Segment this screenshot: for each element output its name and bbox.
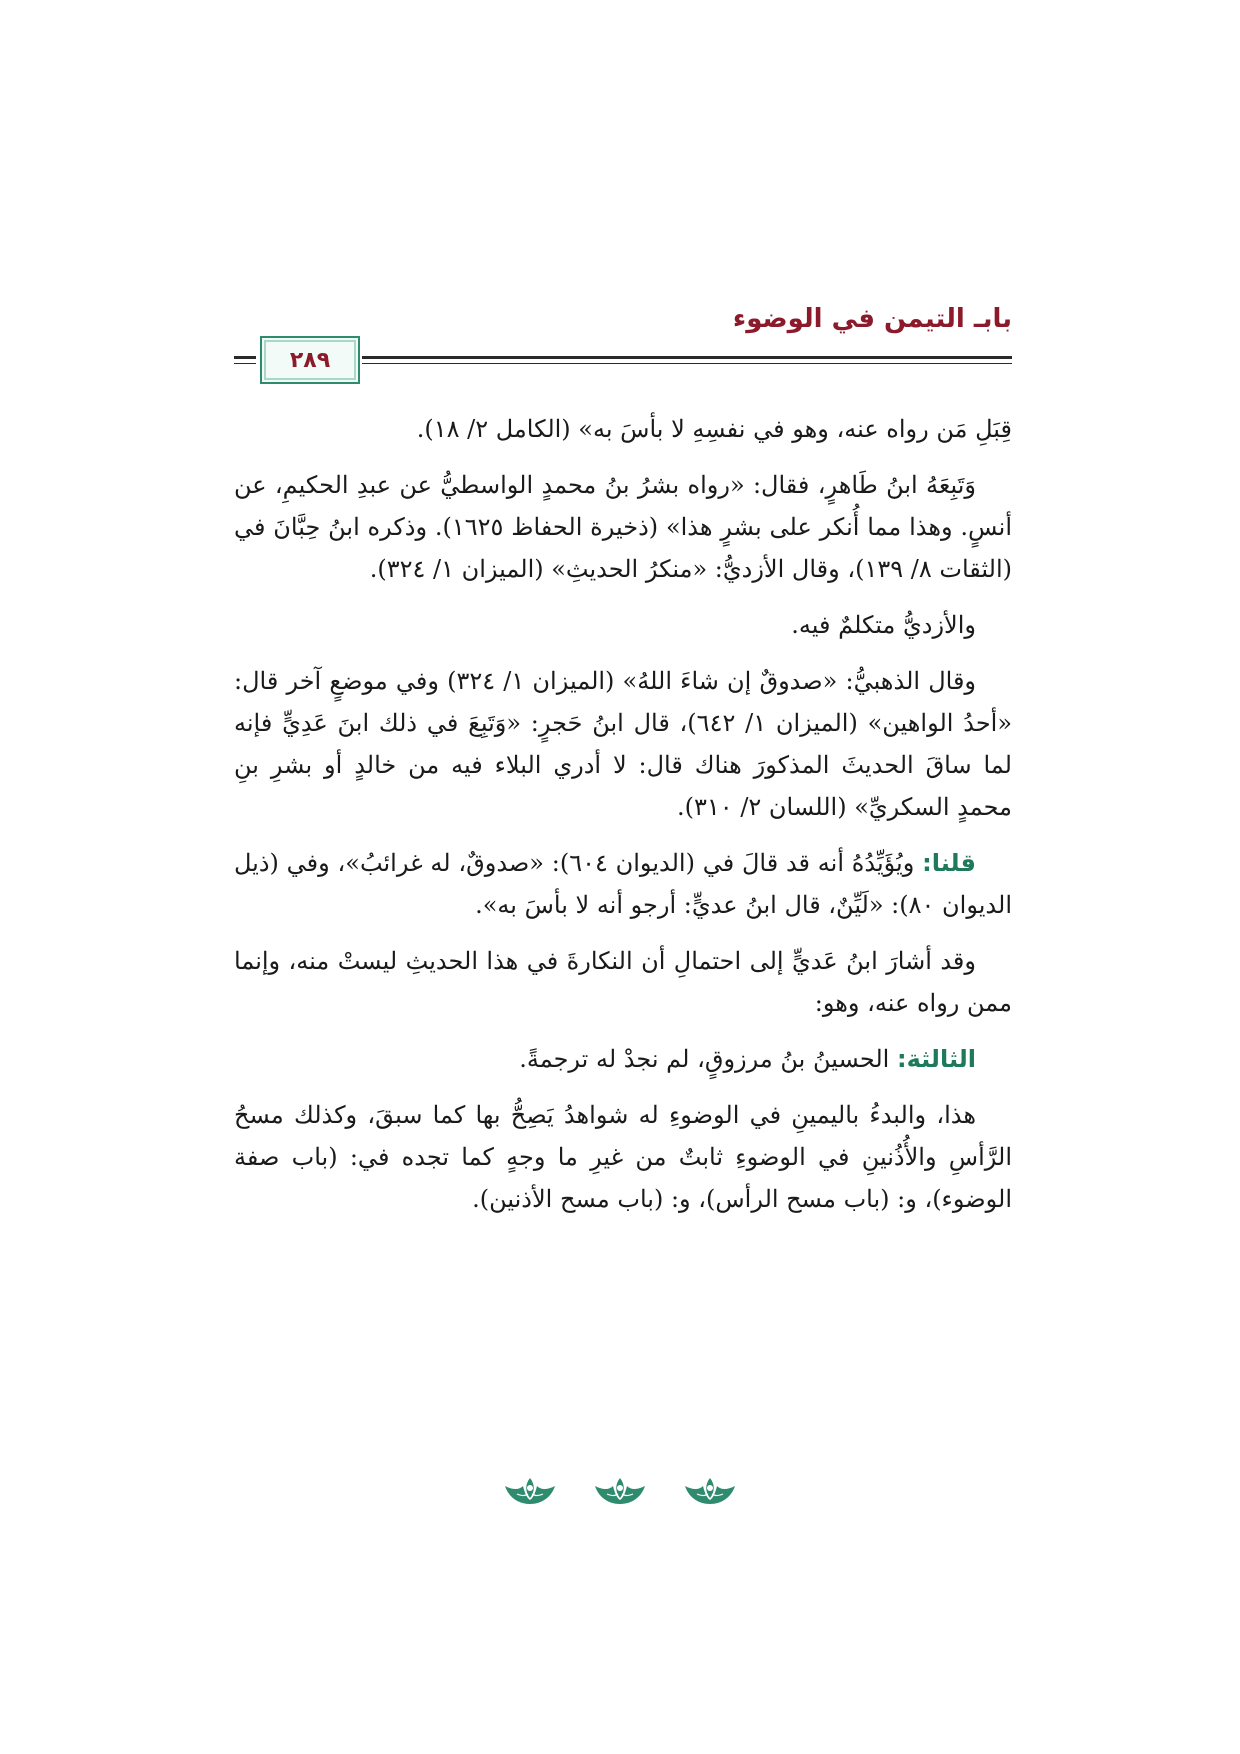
paragraph [234,940,1012,1024]
paragraph-label: قلنا: [922,849,977,877]
paragraph [234,1038,1012,1080]
paragraph [234,660,1012,828]
header-rule [362,356,1012,364]
chapter-title: بابـ التيمن في الوضوء [732,304,1012,334]
paragraph [234,464,1012,590]
end-ornament [0,1474,1240,1508]
paragraph-text: ويُؤَيِّدُهُ أنه قد قالَ في (الديوان ٦٠٤): «صدوقٌ، له غرائبُ»، وفي (ذيل الديوان ٨٠): «لَيِّنٌ، قال ابنُ عديٍّ: أرجو أنه لا بأسَ به». [234,849,1012,919]
page-header [234,300,1012,390]
page-number: ٢٨٩ [260,336,360,384]
floral-ornament-icon [593,1474,647,1508]
paragraph-text: وقال الذهبيُّ: «صدوقٌ إن شاءَ اللهُ» (الميزان ١/ ٣٢٤) وفي موضعٍ آخر قال: «أحدُ الواهين» (الميزان ١/ ٦٤٢)، قال ابنُ حَجرٍ: «وَتَبِعَ في ذلك ابنَ عَدِيٍّ فإنه لما ساقَ الحديثَ المذكورَ هناك قال: لا أدري البلاء فيه من خالدٍ أو بشرِ بنِ محمدٍ السكريِّ» (اللسان ٢/ ٣١٠). [234,667,1013,821]
paragraph [234,1094,1012,1220]
paragraph-text: وقد أشارَ ابنُ عَديٍّ إلى احتمالِ أن النكارةَ في هذا الحديثِ ليستْ منه، وإنما ممن رواه عنه، وهو: [234,947,1012,1017]
paragraph-text: وَتَبِعَهُ ابنُ طَاهرٍ، فقال: «رواه بشرُ بنُ محمدٍ الواسطيُّ عن عبدِ الحكيمِ، عن أنسٍ. وهذا مما أُنكر على بشرٍ هذا» (ذخيرة الحفاظ ١٦٢٥). وذكره ابنُ حِبَّانَ في (الثقات ٨/ ١٣٩)، وقال الأزديُّ: «منكرُ الحديثِ» (الميزان ١/ ٣٢٤). [234,471,1012,583]
header-rule-left [234,356,256,364]
floral-ornament-icon [503,1474,557,1508]
paragraph-label: الثالثة: [896,1045,976,1073]
paragraph [234,604,1012,646]
paragraph-text: هذا، والبدءُ باليمينِ في الوضوءِ له شواهدُ يَصِحُّ بها كما سبقَ، وكذلك مسحُ الرَّأسِ والأُذُنينِ في الوضوءِ ثابتٌ من غيرِ ما وجهٍ كما تجده في: (باب صفة الوضوء)، و: (باب مسح الرأس)، و: (باب مسح الأذنين). [234,1101,1012,1213]
main-text [234,408,1012,1234]
paragraph [234,408,1012,450]
paragraph-text: الحسينُ بنُ مرزوقٍ، لم نجدْ له ترجمةً. [519,1045,890,1073]
paragraph-text: قِبَلِ مَن رواه عنه، وهو في نفسِهِ لا بأسَ به» (الكامل ٢/ ١٨). [416,415,1012,443]
paragraph-text: والأزديُّ متكلمٌ فيه. [791,611,976,639]
floral-ornament-icon [683,1474,737,1508]
paragraph [234,842,1012,926]
